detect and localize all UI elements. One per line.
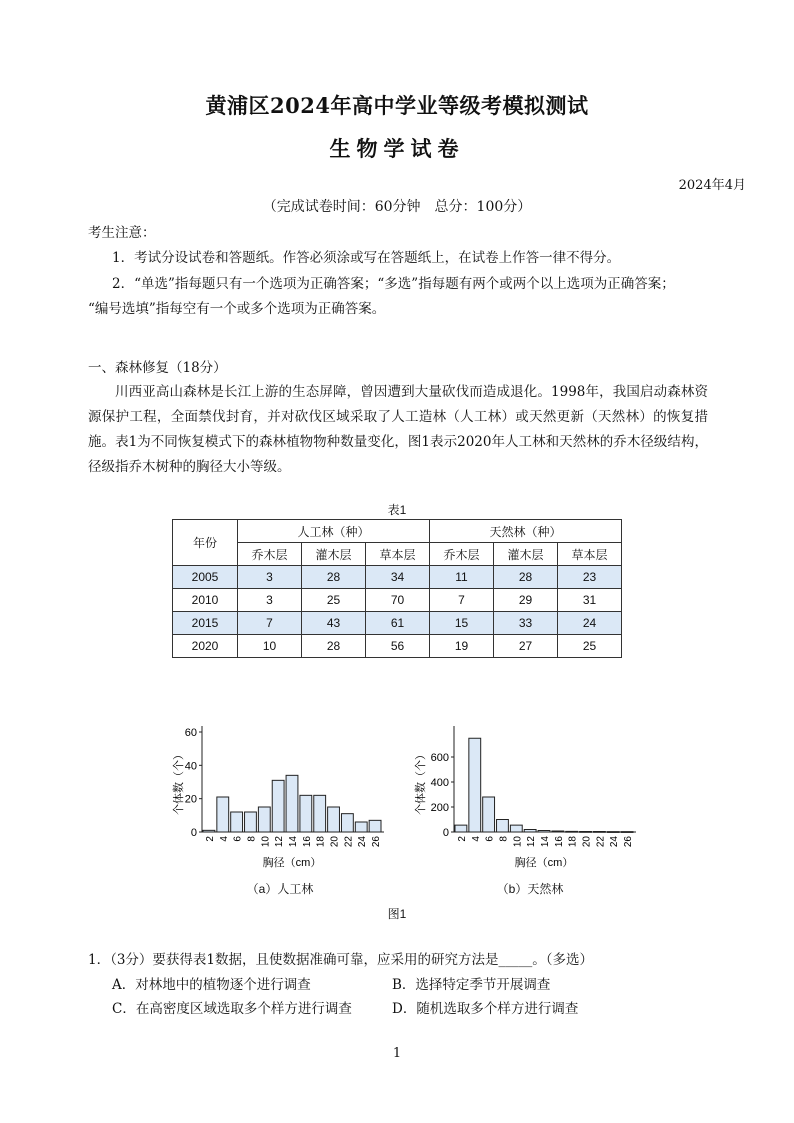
table-cell: 34 <box>366 566 430 589</box>
option-c: C．在高密度区域选取多个样方进行调查 <box>112 1001 352 1017</box>
question-1-stem: 1．（3分）要获得表1数据，且使数据准确可靠，应采用的研究方法是_____。（多选） <box>88 952 594 968</box>
option-b: B．选择特定季节开展调查 <box>392 977 551 993</box>
bar <box>566 831 578 832</box>
table-cell: 3 <box>238 566 302 589</box>
x-tick-label: 2 <box>456 836 468 842</box>
bar <box>328 807 340 832</box>
table-cell: 27 <box>494 635 558 658</box>
y-tick-label: 400 <box>430 777 449 789</box>
x-tick-label: 14 <box>540 836 551 848</box>
notice-item-1: 1．考试分设试卷和答题纸。作答必须涂或写在答题纸上，在试卷上作答一律不得分。 <box>112 250 621 266</box>
y-tick-label: 600 <box>430 752 449 764</box>
x-tick-label: 16 <box>301 836 313 848</box>
y-tick-label: 40 <box>184 760 197 773</box>
table-cell: 7 <box>238 612 302 635</box>
exam-date: 2024年4月 <box>678 178 746 193</box>
bar <box>217 797 229 832</box>
section-paragraph: 川西亚高山森林是长江上游的生态屏障，曾因遭到大量砍伐而造成退化。1998年，我国启动森林资源保护工程，全面禁伐封育，并对砍伐区域采取了人工造林（人工林）或天然更新（天然林）的恢复措施。表1为不同恢复模式下的森林植物物种数量变化，图1表示2020年人工林和天然林的乔木径级结构，径级指乔木树种的胸径大小等级。 <box>88 384 708 475</box>
exam-title: 黄浦区2024年高中学业等级考模拟测试 <box>205 93 589 118</box>
exam-subtitle: 生物学试卷 <box>329 136 465 161</box>
y-axis-label: 个体数（个） <box>173 749 185 815</box>
bar <box>300 795 312 832</box>
bar <box>580 832 592 833</box>
group-header-artificial: 人工林（种） <box>238 520 430 543</box>
figure-label: 图1 <box>387 907 407 921</box>
table-row <box>173 612 622 635</box>
sub-header: 灌木层 <box>494 543 558 566</box>
x-tick-label: 20 <box>329 836 341 848</box>
table-cell: 28 <box>302 566 366 589</box>
bar <box>369 820 381 832</box>
sub-header: 乔木层 <box>238 543 302 566</box>
x-tick-label: 6 <box>232 836 244 842</box>
table-cell: 24 <box>558 612 622 635</box>
x-tick-label: 26 <box>623 836 635 848</box>
bar <box>552 831 564 832</box>
x-tick-label: 8 <box>246 836 258 842</box>
year-cell: 2020 <box>173 635 238 658</box>
bar <box>607 832 619 833</box>
table-row <box>173 589 622 612</box>
table-cell: 19 <box>430 635 494 658</box>
x-tick-label: 20 <box>581 836 593 848</box>
option-a: A．对林地中的植物逐个进行调查 <box>112 977 311 993</box>
y-axis-label: 个体数（个） <box>415 749 427 815</box>
table-row <box>173 635 622 658</box>
bar <box>203 830 215 832</box>
table-cell: 11 <box>430 566 494 589</box>
year-cell: 2010 <box>173 589 238 612</box>
bar <box>272 780 284 832</box>
bar <box>524 830 536 833</box>
group-header-natural: 天然林（种） <box>430 520 622 543</box>
table-cell: 43 <box>302 612 366 635</box>
caption-artificial: （a）人工林 <box>246 882 314 896</box>
notice-item-2-cont: “编号选填”指每空有一个或多个选项为正确答案。 <box>88 301 386 317</box>
year-header: 年份 <box>173 520 238 566</box>
x-tick-label: 8 <box>498 836 510 842</box>
y-tick-label: 200 <box>430 802 449 814</box>
x-tick-label: 16 <box>553 836 565 848</box>
x-tick-label: 12 <box>274 836 286 848</box>
x-tick-label: 4 <box>218 836 230 842</box>
x-tick-label: 12 <box>526 836 538 848</box>
x-tick-label: 10 <box>260 836 272 848</box>
x-tick-label: 6 <box>484 836 496 842</box>
bar <box>245 812 257 832</box>
bar <box>593 832 605 833</box>
year-cell: 2005 <box>173 566 238 589</box>
bar <box>286 775 298 832</box>
x-tick-label: 24 <box>357 836 369 848</box>
bar <box>314 795 326 832</box>
bar <box>231 812 243 832</box>
table-cell: 29 <box>494 589 558 612</box>
data-table <box>172 519 622 658</box>
x-tick-label: 18 <box>567 836 579 848</box>
caption-natural: （b）天然林 <box>496 882 564 896</box>
sub-header: 乔木层 <box>430 543 494 566</box>
table-cell: 61 <box>366 612 430 635</box>
bar <box>621 832 633 833</box>
x-tick-label: 10 <box>512 836 524 848</box>
table-cell: 25 <box>558 635 622 658</box>
table-cell: 25 <box>302 589 366 612</box>
y-tick-label: 20 <box>184 793 197 806</box>
y-tick-label: 60 <box>184 727 197 739</box>
bar <box>455 825 467 832</box>
table-cell: 28 <box>302 635 366 658</box>
sub-header: 草本层 <box>366 543 430 566</box>
bar <box>469 738 481 832</box>
table-cell: 33 <box>494 612 558 635</box>
x-tick-label: 18 <box>315 836 327 848</box>
x-tick-label: 22 <box>595 836 607 848</box>
table-cell: 31 <box>558 589 622 612</box>
table-cell: 7 <box>430 589 494 612</box>
table-cell: 56 <box>366 635 430 658</box>
notice-item-2: 2．“单选”指每题只有一个选项为正确答案；“多选”指每题有两个或两个以上选项为正确答案； <box>112 276 675 292</box>
table-row <box>173 566 622 589</box>
bar <box>355 822 367 832</box>
sub-header: 灌木层 <box>302 543 366 566</box>
option-d: D．随机选取多个样方进行调查 <box>392 1001 579 1017</box>
x-tick-label: 22 <box>343 836 355 848</box>
x-axis-label: 胸径（cm） <box>514 857 574 869</box>
table-caption: 表1 <box>387 503 407 517</box>
chart-artificial-forest <box>170 720 390 875</box>
x-axis-label: 胸径（cm） <box>262 857 322 869</box>
section-heading: 一、森林修复（18分） <box>88 360 227 376</box>
x-tick-label: 2 <box>204 836 216 842</box>
chart-natural-forest <box>412 720 647 875</box>
x-tick-label: 24 <box>609 836 621 848</box>
time-note: （完成试卷时间：60分钟 总分：100分） <box>262 199 532 215</box>
x-tick-label: 26 <box>371 836 383 848</box>
bar <box>341 814 353 832</box>
sub-header: 草本层 <box>558 543 622 566</box>
table-cell: 28 <box>494 566 558 589</box>
table-cell: 70 <box>366 589 430 612</box>
table-cell: 3 <box>238 589 302 612</box>
notice-heading: 考生注意： <box>88 225 156 241</box>
year-cell: 2015 <box>173 612 238 635</box>
table-cell: 15 <box>430 612 494 635</box>
bar <box>258 807 270 832</box>
bar <box>497 820 509 833</box>
table-cell: 23 <box>558 566 622 589</box>
bar <box>483 797 495 832</box>
y-tick-label: 0 <box>190 827 197 839</box>
page-number: 1 <box>392 1046 402 1061</box>
table-cell: 10 <box>238 635 302 658</box>
x-tick-label: 4 <box>470 836 482 842</box>
bar <box>538 831 550 833</box>
x-tick-label: 14 <box>288 836 299 848</box>
y-tick-label: 0 <box>442 827 449 839</box>
bar <box>510 825 522 832</box>
